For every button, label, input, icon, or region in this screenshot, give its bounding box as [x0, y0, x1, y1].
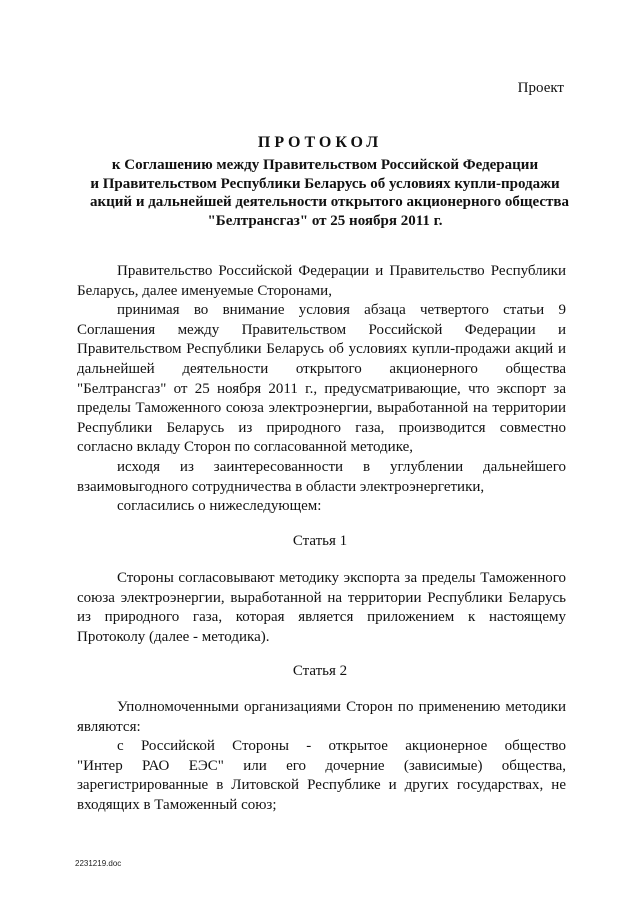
article-1-line: союза электроэнергии, выработанной на территории Республики Беларусь — [77, 589, 566, 606]
document-title: ПРОТОКОЛ — [257, 134, 383, 151]
article-2-line: "Интер РАО ЕЭС" или его дочерние (зависимые) общества, — [77, 757, 566, 774]
preamble-line: Республики Беларусь из природного газа, производится совместно — [77, 419, 566, 436]
preamble-line: пределы Таможенного союза электроэнергии, выработанной на территории — [77, 400, 566, 417]
draft-label: Проект — [517, 80, 564, 96]
article-2-line: являются: — [77, 718, 141, 735]
subtitle-line: и Правительством Республики Беларусь об условиях купли-продажи — [90, 175, 560, 192]
article-2-line: зарегистрированные в Литовской Республике и других государствах, не — [77, 777, 566, 794]
article-1-text — [77, 569, 566, 647]
article-1-line: Протоколу (далее - методика). — [77, 628, 270, 645]
article-1-heading: Статья 1 — [292, 533, 348, 549]
document-subtitle — [90, 156, 569, 230]
article-1-line: из природного газа, которая является приложением к настоящему — [77, 609, 566, 626]
article-2-line: с Российской Стороны - открытое акционерное общество — [117, 738, 566, 755]
preamble-line: Беларусь, далее именуемые Сторонами, — [77, 282, 332, 299]
preamble-line: дальнейшей деятельности открытого акционерного общества — [77, 360, 566, 377]
preamble-line: Правительством Республики Беларусь об условиях купли-продажи акций и — [77, 341, 566, 358]
subtitle-line: "Белтрансгаз" от 25 ноября 2011 г. — [207, 212, 443, 229]
article-2-heading: Статья 2 — [292, 663, 348, 679]
preamble-line: согласились о нижеследующем: — [117, 498, 322, 515]
preamble-line: "Белтрансгаз" от 25 ноября 2011 г., предусматривающие, что экспорт за — [77, 380, 566, 397]
preamble-line: Правительство Российской Федерации и Правительство Республики — [117, 263, 566, 279]
preamble-line: взаимовыгодного сотрудничества в области электроэнергетики, — [77, 478, 485, 495]
preamble — [77, 262, 566, 517]
file-name-footer: 2231219.doc — [75, 859, 122, 868]
preamble-line: принимая во внимание условия абзаца четвертого статьи 9 — [117, 302, 566, 319]
preamble-line: Соглашения между Правительством Российской Федерации и — [77, 321, 566, 338]
subtitle-line: акций и дальнейшей деятельности открытого акционерного общества — [90, 194, 569, 210]
subtitle-line: к Соглашению между Правительством Российской Федерации — [111, 157, 539, 173]
article-2-line: входящих в Таможенный союз; — [77, 796, 277, 813]
article-1-line: Стороны согласовывают методику экспорта за пределы Таможенного — [117, 570, 566, 586]
article-2-text — [77, 698, 566, 816]
preamble-line: исходя из заинтересованности в углублении дальнейшего — [117, 458, 566, 475]
article-2-line: Уполномоченными организациями Сторон по применению методики — [117, 699, 566, 715]
preamble-line: согласно вкладу Сторон по согласованной методике, — [77, 439, 414, 456]
